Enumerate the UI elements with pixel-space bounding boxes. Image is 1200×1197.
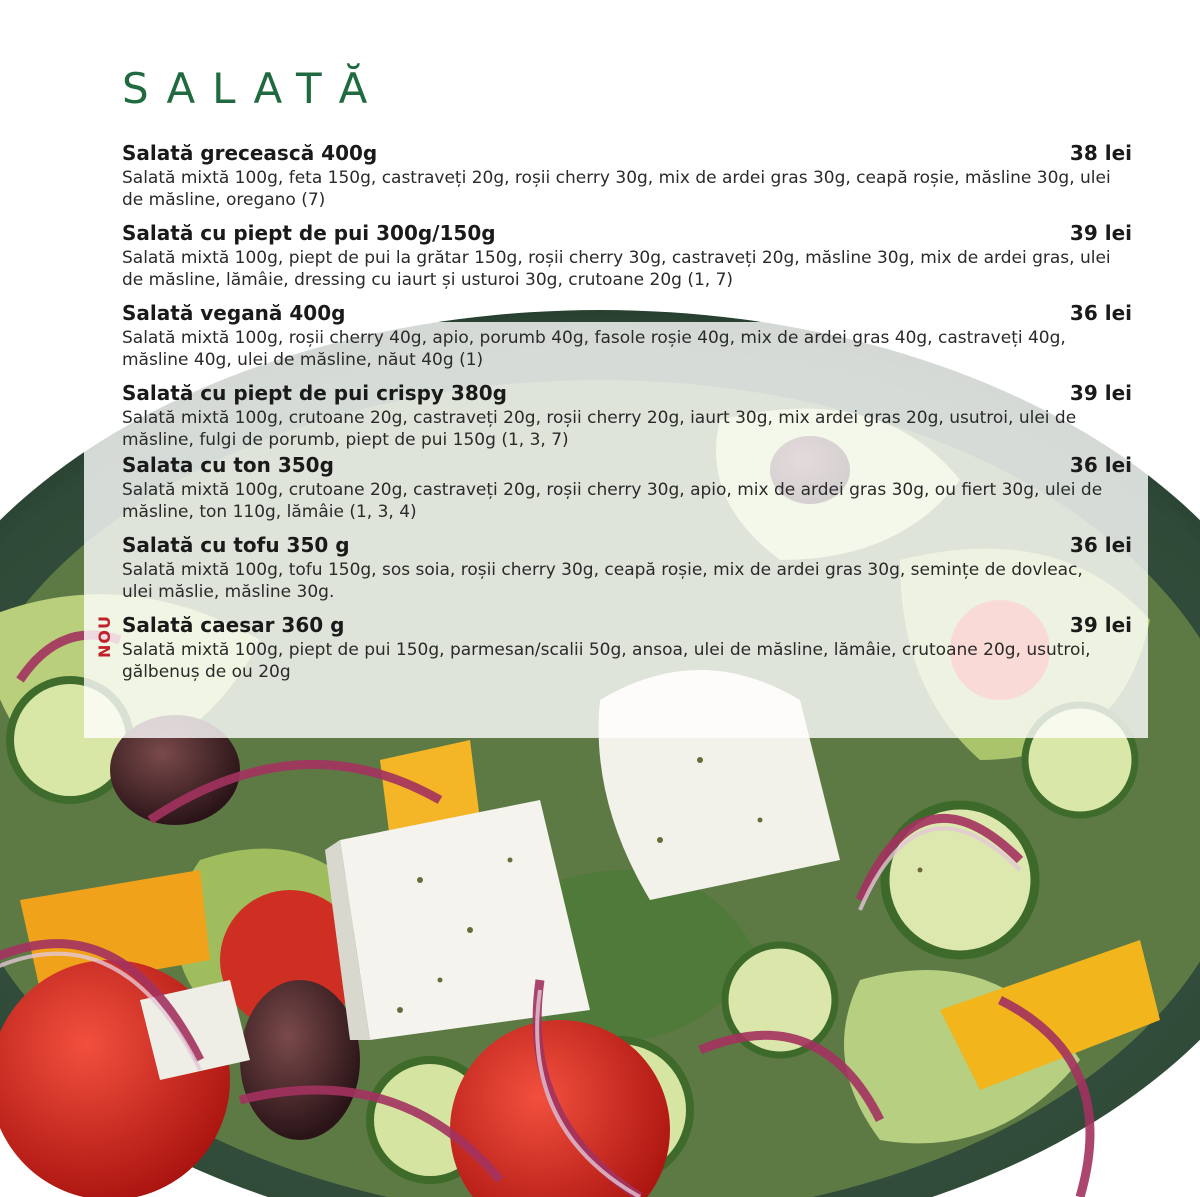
item-description: Salată mixtă 100g, piept de pui 150g, parmesan/scalii 50g, ansoa, ulei de măsline, lămâie, crutoane 20g, usutroi, gălbenuș de ou 20g: [122, 640, 1091, 682]
menu-item: [122, 139, 1132, 211]
item-description: Salată mixtă 100g, crutoane 20g, castraveți 20g, roșii cherry 30g, apio, mix de ardei gras 30g, ou fiert 30g, ulei de măsline, ton 110g, lămâie (1, 3, 4): [122, 480, 1103, 522]
item-price: 36 lei: [1069, 533, 1132, 557]
menu-item: [122, 219, 1132, 291]
item-description: Salată mixtă 100g, piept de pui la grătar 150g, roșii cherry 30g, castraveți 20g, măsline 30g, mix de ardei gras, ulei de măsline, lămâie, dressing cu iaurt și usturoi 30g, crutoane 20g (1, 7): [122, 248, 1111, 290]
salad-menu: [95, 139, 1132, 683]
menu-item: [122, 531, 1132, 603]
item-name: Salata cu ton 350g: [122, 453, 334, 477]
item-price: 38 lei: [1069, 141, 1132, 165]
item-description: Salată mixtă 100g, roșii cherry 40g, apio, porumb 40g, fasole roșie 40g, mix de ardei gras 40g, castraveți 40g, măsline 40g, ulei de măsline, năut 40g (1): [122, 328, 1066, 370]
item-name: Salată cu tofu 350 g: [122, 533, 350, 557]
item-price: 39 lei: [1069, 613, 1132, 637]
menu-item: [122, 379, 1132, 451]
page-title: SALATĂ: [122, 64, 385, 113]
item-description: Salată mixtă 100g, tofu 150g, sos soia, roșii cherry 30g, ceapă roșie, mix de ardei gras 30g, semințe de dovleac, ulei măslie, măsline 30g.: [122, 560, 1083, 602]
item-name: Salată vegană 400g: [122, 301, 346, 325]
item-name: Salată cu piept de pui crispy 380g: [122, 381, 507, 405]
item-price: 36 lei: [1069, 453, 1132, 477]
item-price: 39 lei: [1069, 221, 1132, 245]
item-price: 39 lei: [1069, 381, 1132, 405]
item-name: Salată grecească 400g: [122, 141, 378, 165]
item-description: Salată mixtă 100g, feta 150g, castraveți 20g, roșii cherry 30g, mix de ardei gras 30g, ceapă roșie, măsline 30g, ulei de măsline, oregano (7): [122, 168, 1111, 210]
menu-item: [122, 299, 1132, 371]
item-name: Salată caesar 360 g: [122, 613, 345, 637]
new-badge: NOU: [95, 615, 114, 658]
item-name: Salată cu piept de pui 300g/150g: [122, 221, 496, 245]
menu-item-new: [95, 611, 1132, 683]
menu-item: [122, 451, 1132, 523]
item-price: 36 lei: [1069, 301, 1132, 325]
item-description: Salată mixtă 100g, crutoane 20g, castraveți 20g, roșii cherry 20g, iaurt 30g, mix ardei gras 20g, usutroi, ulei de măsline, fulgi de porumb, piept de pui 150g (1, 3, 7): [122, 408, 1077, 450]
